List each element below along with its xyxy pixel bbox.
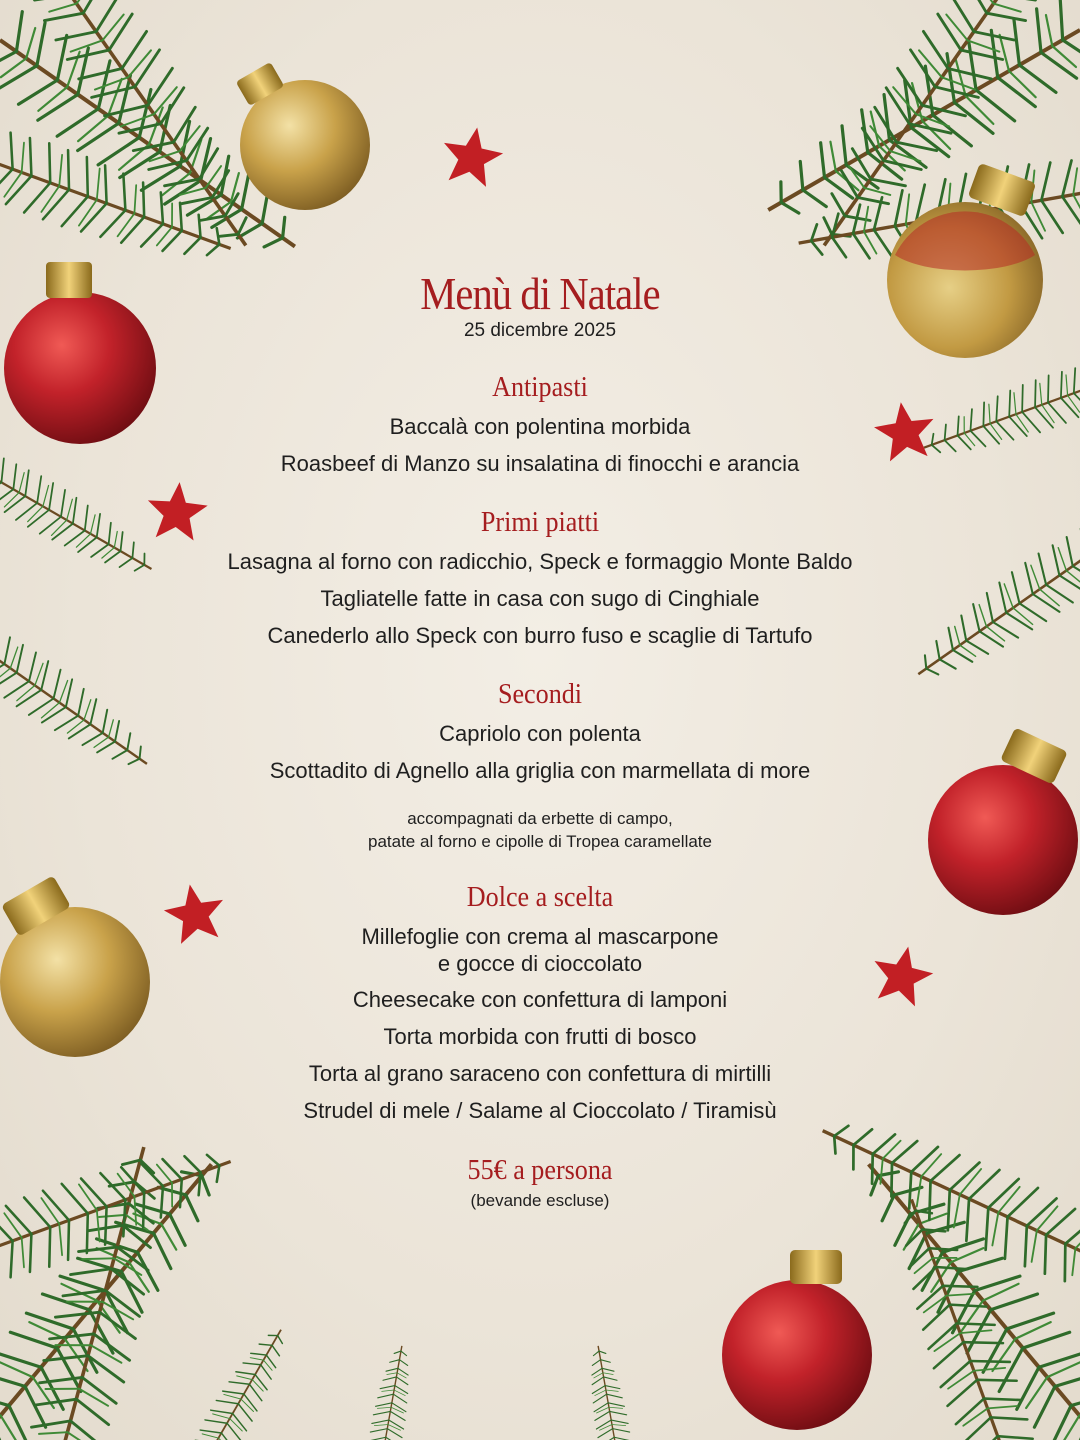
menu-item: Cheesecake con confettura di lamponi xyxy=(352,987,728,1012)
side-dishes-note: accompagnati da erbette di campo, xyxy=(407,809,673,828)
menu-item: Scottadito di Agnello alla griglia con marmellata di more xyxy=(269,758,811,783)
menu-item: Torta morbida con frutti di bosco xyxy=(383,1024,697,1049)
menu-item: Lasagna al forno con radicchio, Speck e formaggio Monte Baldo xyxy=(227,549,853,574)
section-antipasti: Antipasti xyxy=(492,371,588,403)
gold-ornament-icon xyxy=(236,62,370,210)
price: 55€ a persona xyxy=(467,1154,613,1186)
red-ornament-icon xyxy=(722,1250,872,1430)
menu-date: 25 dicembre 2025 xyxy=(463,320,617,341)
menu-item: Baccalà con polentina morbida xyxy=(389,414,691,439)
section-dolce: Dolce a scelta xyxy=(466,881,614,913)
menu-item: Tagliatelle fatte in casa con sugo di Cinghiale xyxy=(320,586,760,611)
side-dishes-note: patate al forno e cipolle di Tropea caramellate xyxy=(368,832,712,851)
menu-item: Canederlo allo Speck con burro fuso e scaglie di Tartufo xyxy=(267,623,813,648)
menu-item: Torta al grano saraceno con confettura di mirtilli xyxy=(308,1061,772,1086)
menu-item: e gocce di cioccolato xyxy=(437,951,643,976)
section-secondi: Secondi xyxy=(497,678,583,710)
menu-item: Roasbeef di Manzo su insalatina di finocchi e arancia xyxy=(280,451,800,476)
menu-item: Millefoglie con crema al mascarpone xyxy=(361,924,719,949)
section-primi: Primi piatti xyxy=(480,506,600,538)
red-ornament-icon xyxy=(928,727,1078,915)
gold-ornament-icon xyxy=(0,875,150,1057)
red-ornament-icon xyxy=(4,262,156,444)
menu-title: Menù di Natale xyxy=(420,268,660,319)
red-star-icon xyxy=(438,122,507,189)
menu-item: Capriolo con polenta xyxy=(439,721,641,746)
menu-item: Strudel di mele / Salame al Cioccolato / Tiramisù xyxy=(303,1098,777,1123)
price-note: (bevande escluse) xyxy=(470,1191,610,1210)
